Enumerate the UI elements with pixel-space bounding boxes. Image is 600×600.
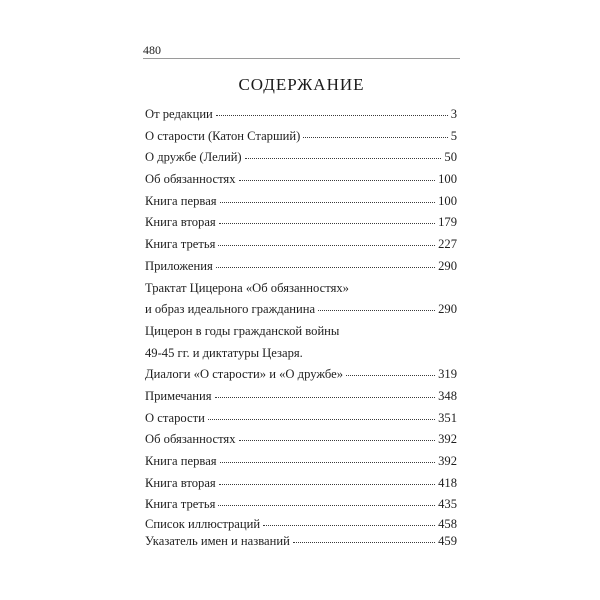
toc-entry: [145, 147, 457, 169]
toc-entry-title: Книга вторая: [145, 475, 216, 490]
dot-leader: [208, 419, 435, 420]
toc-entry: [145, 533, 457, 550]
toc-entry-title: Книга первая: [145, 193, 217, 208]
toc-entry: [145, 473, 457, 495]
toc-entry-page: 348: [438, 388, 457, 403]
dot-leader: [219, 484, 435, 485]
toc-entry-title: Книга вторая: [145, 215, 216, 230]
toc-entry-page: 5: [450, 128, 457, 143]
toc-entry: [145, 494, 457, 516]
toc-entry-page: 100: [438, 172, 457, 187]
toc-entry: [145, 299, 457, 321]
toc-entry: [145, 104, 457, 126]
toc-entry-title: Диалоги «О старости» и «О дружбе»: [145, 367, 343, 382]
page-number: 480: [143, 43, 161, 57]
toc-entry-title: Цицерон в годы гражданской войны: [145, 323, 340, 338]
toc-entry: [145, 126, 457, 148]
toc-entry-page: 435: [438, 497, 457, 512]
toc-entry: [145, 212, 457, 234]
toc-entry-page: 392: [438, 454, 457, 468]
header-rule: [143, 58, 460, 59]
toc-entry-page: 179: [438, 215, 457, 230]
toc-entry: [145, 516, 457, 533]
toc-entry-title: Указатель имен и названий: [145, 534, 290, 549]
dot-leader: [216, 267, 435, 268]
toc-entry: [145, 256, 457, 278]
toc-entry: [145, 386, 457, 408]
toc-entry-title: и образ идеального гражданина: [145, 302, 316, 317]
toc-entry-page: 290: [438, 302, 457, 317]
toc-entry: [145, 364, 457, 386]
dot-leader: [303, 137, 447, 138]
dot-leader: [218, 505, 435, 506]
toc-entry-title: Об обязанностях: [145, 432, 236, 447]
toc-entry-title: Об обязанностях: [145, 172, 236, 187]
toc-entry-title: О старости (Катон Старший): [145, 128, 301, 143]
dot-leader: [293, 542, 435, 543]
dot-leader: [220, 202, 436, 203]
dot-leader: [239, 180, 436, 181]
toc-entry-page: 459: [438, 534, 457, 549]
toc-entry-title: Книга третья: [145, 237, 216, 252]
toc-entry-page: 319: [438, 367, 457, 382]
page-title: СОДЕРЖАНИЕ: [238, 75, 365, 94]
toc-entry-title: Книга третья: [145, 497, 216, 512]
toc-entry-page: 351: [438, 410, 457, 425]
toc-entry-title: Список иллюстраций: [145, 517, 261, 532]
toc-entry-title: Примечания: [145, 388, 212, 403]
toc-entry: [145, 234, 457, 256]
toc-entry-title: Трактат Цицерона «Об обязанностях»: [145, 280, 349, 295]
toc-entry-title: 49-45 гг. и диктатуры Цезаря.: [145, 345, 303, 360]
dot-leader: [219, 223, 435, 224]
dot-leader: [220, 462, 436, 463]
toc-entry: [145, 429, 457, 451]
toc-entry-title: О старости: [145, 410, 205, 425]
dot-leader: [263, 525, 435, 526]
toc-entry-title: Приложения: [145, 258, 213, 273]
toc-entry: [145, 343, 457, 365]
toc-entry: [145, 278, 457, 300]
table-of-contents: [145, 104, 457, 550]
toc-entry-title: От редакции: [145, 107, 213, 121]
dot-leader: [216, 115, 448, 116]
toc-entry: [145, 408, 457, 430]
toc-entry: [145, 451, 457, 473]
toc-entry: [145, 321, 457, 343]
dot-leader: [215, 397, 436, 398]
dot-leader: [239, 440, 436, 441]
dot-leader: [218, 245, 435, 246]
dot-leader: [318, 310, 435, 311]
toc-entry-page: 290: [438, 258, 457, 273]
toc-entry: [145, 191, 457, 213]
dot-leader: [346, 375, 435, 376]
toc-entry-title: О дружбе (Лелий): [145, 150, 242, 165]
toc-entry-page: 392: [438, 432, 457, 447]
toc-entry-page: 3: [450, 107, 457, 121]
toc-entry-page: 458: [438, 517, 457, 532]
toc-entry-title: Книга первая: [145, 454, 217, 468]
toc-entry-page: 418: [438, 475, 457, 490]
toc-entry-page: 227: [438, 237, 457, 252]
toc-entry-page: 50: [444, 150, 457, 165]
toc-entry-page: 100: [438, 193, 457, 208]
toc-entry: [145, 169, 457, 191]
dot-leader: [245, 158, 442, 159]
